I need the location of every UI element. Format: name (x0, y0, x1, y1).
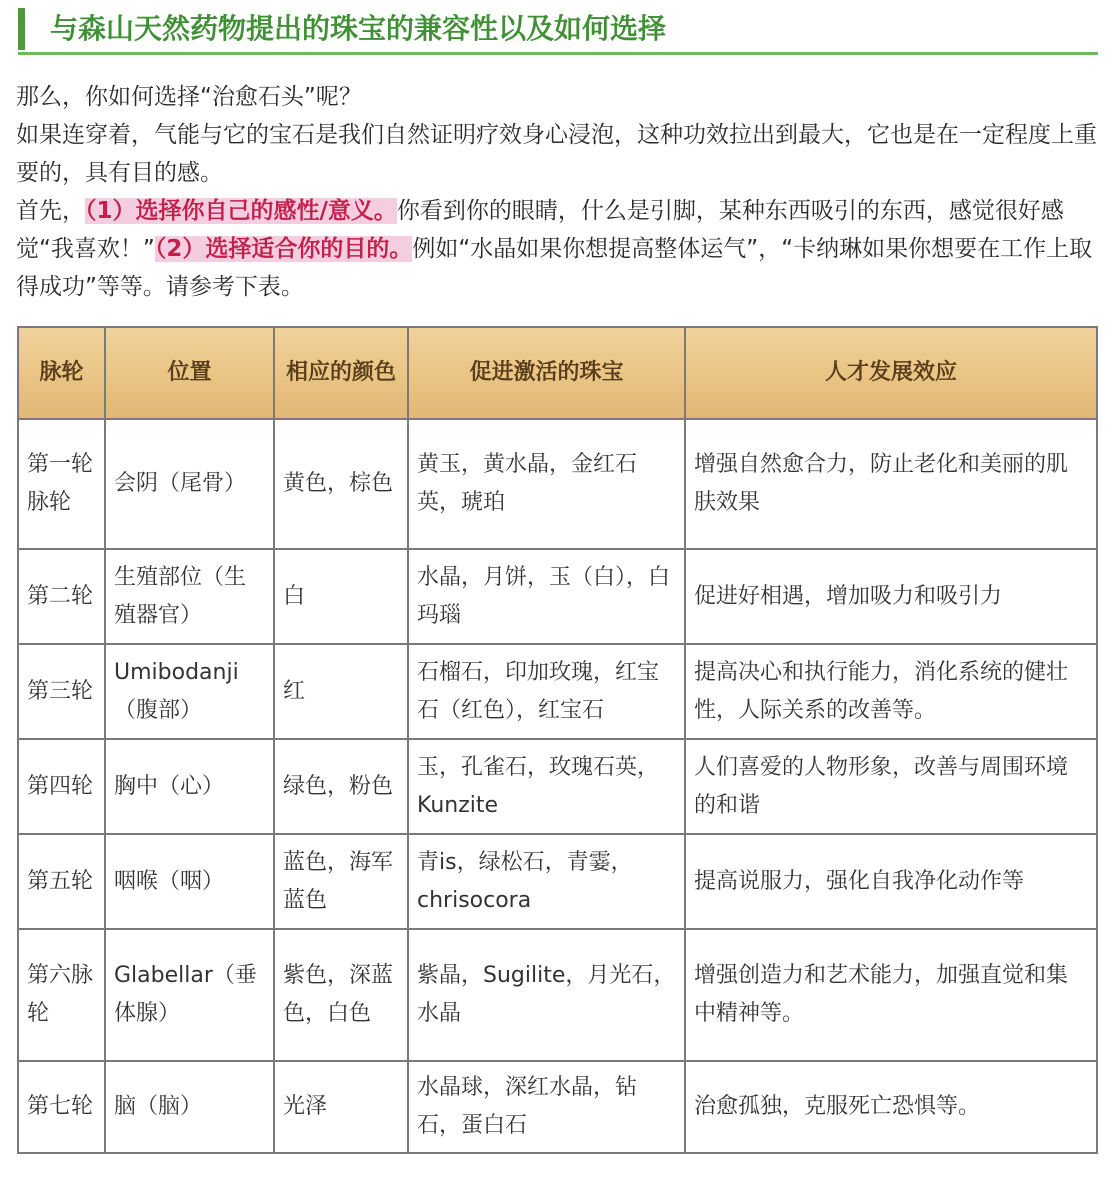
intro-question: 那么，你如何选择“治愈石头”呢？ (16, 84, 362, 110)
table-header-row (18, 327, 1097, 419)
guidance-middle: 你看到你的眼睛，什么是引脚，某种东西吸引的东西，感觉很好感觉“我喜欢！” (16, 198, 1064, 262)
cell-gems: 紫晶，Sugilite，月光石，水晶 (408, 929, 685, 1061)
cell-effect: 提高决心和执行能力，消化系统的健壮性，人际关系的改善等。 (685, 644, 1097, 739)
chakra-table (17, 326, 1098, 1154)
highlight-step-2: （2）选择适合你的目的。 (154, 236, 413, 262)
cell-chakra: 第三轮 (18, 644, 105, 739)
highlight-step-1: （1）选择你自己的感性/意义。 (85, 198, 397, 224)
guidance-suffix: 例如“水晶如果你想提高整体运气”，“卡纳琳如果你想要在工作上取得成功”等等。请参考下表。 (16, 236, 1093, 300)
cell-color: 黄色，棕色 (274, 419, 408, 549)
section-header (18, 8, 1098, 50)
section-title: 与森山天然药物提出的珠宝的兼容性以及如何选择 (50, 12, 667, 45)
cell-position: 胸中（心） (105, 739, 274, 834)
header-effect: 人才发展效应 (685, 327, 1097, 419)
table-row (18, 549, 1097, 644)
cell-color: 光泽 (274, 1061, 408, 1153)
cell-color: 紫色，深蓝色，白色 (274, 929, 408, 1061)
cell-effect: 增强自然愈合力，防止老化和美丽的肌肤效果 (685, 419, 1097, 549)
header-gems: 促进激活的珠宝 (408, 327, 685, 419)
cell-position: Glabellar（垂体腺） (105, 929, 274, 1061)
cell-position: 咽喉（咽） (105, 834, 274, 929)
cell-position: 脑（脑） (105, 1061, 274, 1153)
cell-gems: 水晶球，深红水晶，钻石，蛋白石 (408, 1061, 685, 1153)
cell-chakra: 第七轮 (18, 1061, 105, 1153)
header-position: 位置 (105, 327, 274, 419)
cell-color: 绿色，粉色 (274, 739, 408, 834)
header-chakra: 脉轮 (18, 327, 105, 419)
header-color: 相应的颜色 (274, 327, 408, 419)
cell-gems: 水晶，月饼，玉（白），白玛瑙 (408, 549, 685, 644)
guidance-prefix: 首先， (16, 198, 85, 224)
cell-effect: 增强创造力和艺术能力，加强直觉和集中精神等。 (685, 929, 1097, 1061)
cell-color: 白 (274, 549, 408, 644)
cell-effect: 提高说服力，强化自我净化动作等 (685, 834, 1097, 929)
cell-chakra: 第一轮脉轮 (18, 419, 105, 549)
header-underline (18, 52, 1098, 55)
cell-effect: 促进好相遇，增加吸力和吸引力 (685, 549, 1097, 644)
cell-chakra: 第四轮 (18, 739, 105, 834)
intro-explanation: 如果连穿着，气能与它的宝石是我们自然证明疗效身心浸泡，这种功效拉出到最大，它也是在一定程度上重要的，具有目的感。 (16, 122, 1097, 186)
cell-position: 会阴（尾骨） (105, 419, 274, 549)
cell-effect: 人们喜爱的人物形象，改善与周围环境的和谐 (685, 739, 1097, 834)
table-row (18, 834, 1097, 929)
cell-position: Umibodanji（腹部） (105, 644, 274, 739)
cell-gems: 青is，绿松石，青霎，chrisocora (408, 834, 685, 929)
table-row (18, 1061, 1097, 1153)
cell-chakra: 第五轮 (18, 834, 105, 929)
cell-color: 蓝色，海军蓝色 (274, 834, 408, 929)
cell-gems: 黄玉，黄水晶，金红石英，琥珀 (408, 419, 685, 549)
cell-gems: 玉，孔雀石，玫瑰石英，Kunzite (408, 739, 685, 834)
intro-guidance (16, 192, 1098, 306)
table-row (18, 419, 1097, 549)
cell-chakra: 第二轮 (18, 549, 105, 644)
intro-text (16, 78, 1098, 306)
header-accent-bar (18, 8, 25, 50)
table-row (18, 739, 1097, 834)
table-row (18, 929, 1097, 1061)
cell-effect: 治愈孤独，克服死亡恐惧等。 (685, 1061, 1097, 1153)
cell-color: 红 (274, 644, 408, 739)
cell-chakra: 第六脉轮 (18, 929, 105, 1061)
cell-gems: 石榴石，印加玫瑰，红宝石（红色），红宝石 (408, 644, 685, 739)
cell-position: 生殖部位（生殖器官） (105, 549, 274, 644)
table-row (18, 644, 1097, 739)
